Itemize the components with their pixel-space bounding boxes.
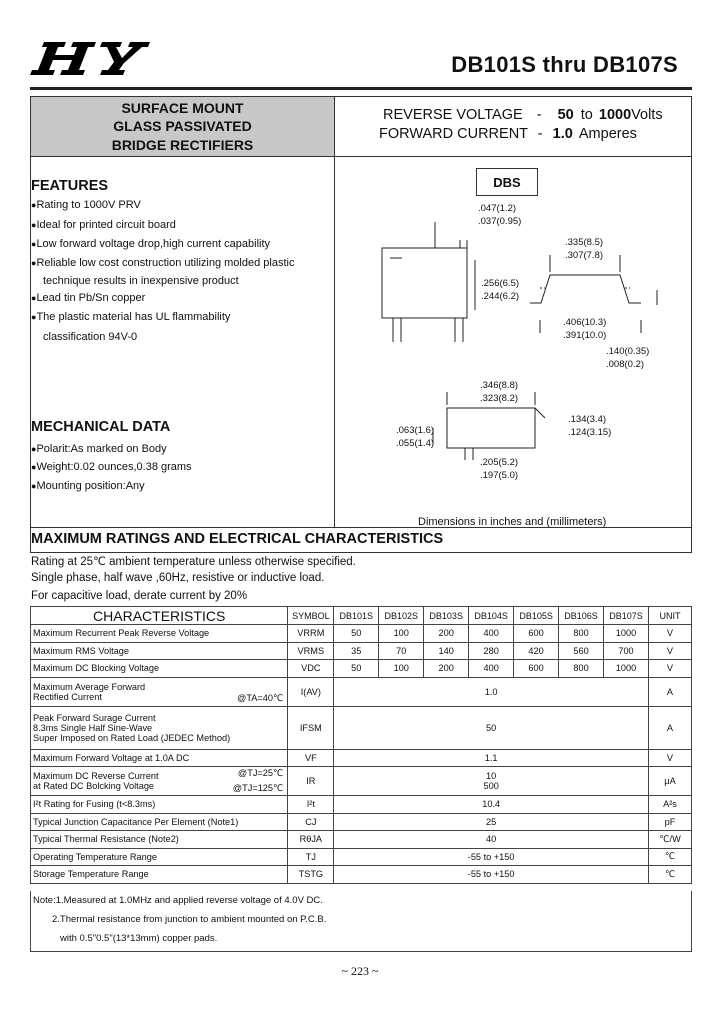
feature-item: ●Ideal for printed circuit board <box>31 219 176 231</box>
header-part: DB107S <box>604 607 649 625</box>
table-row: I²t Rating for Fusing (t<8.3ms) I²t 10.4 A²s <box>31 796 692 814</box>
dim-label: .256(6.5) <box>481 278 520 289</box>
max-ratings-title: MAXIMUM RATINGS AND ELECTRICAL CHARACTERISTICS <box>31 531 444 547</box>
dim-label: .055(1.4) <box>396 438 435 449</box>
table-row: Maximum DC Blocking Voltage VDC 50 100 200 400 600 800 1000 V <box>31 660 692 678</box>
dim-label: .244(6.2) <box>481 291 520 302</box>
fc-label: FORWARD CURRENT <box>379 126 528 142</box>
features-title: FEATURES <box>31 178 109 194</box>
rv-max: 1000 <box>598 107 632 123</box>
table-row: Operating Temperature Range TJ -55 to +150 ℃ <box>31 848 692 866</box>
product-description <box>31 97 335 157</box>
note-1: Note:1.Measured at 1.0MHz and applied reverse voltage of 4.0V DC. <box>33 895 323 906</box>
dim-label: .124(3.15) <box>568 427 612 438</box>
dim-label: .140(0.35) <box>606 346 650 357</box>
table-row: Storage Temperature Range TSTG -55 to +150 ℃ <box>31 866 692 884</box>
header-part: DB106S <box>559 607 604 625</box>
rating-note: Single phase, half wave ,60Hz, resistive or inductive load. <box>31 572 325 584</box>
dim-label: .008(0.2) <box>606 359 645 370</box>
table-notes <box>30 891 692 952</box>
table-row: Maximum DC Reverse Current at Rated DC Bolcking Voltage @TJ=25℃ @TJ=125℃ IR 10 500 μA <box>31 767 692 796</box>
fc-unit: Amperes <box>578 126 637 142</box>
table-header-row <box>31 607 692 625</box>
dim-label: .205(5.2) <box>480 457 519 468</box>
header-rule <box>30 87 692 90</box>
company-logo <box>30 38 160 78</box>
feature-item: technique results in inexpensive product <box>43 275 239 287</box>
table-row: Typical Junction Capacitance Per Element (Note1) CJ 25 pF <box>31 813 692 831</box>
part-range-title: DB101S thru DB107S <box>451 52 678 77</box>
mechanical-title: MECHANICAL DATA <box>31 419 171 435</box>
header-part: DB101S <box>334 607 379 625</box>
feature-item: classification 94V-0 <box>43 331 138 343</box>
feature-item: ●The plastic material has UL flammability <box>31 311 231 323</box>
header-part: DB102S <box>379 607 424 625</box>
table-row: Typical Thermal Resistance (Note2) RθJA 40 ℃/W <box>31 831 692 849</box>
reverse-voltage-line <box>383 106 663 125</box>
forward-current-line <box>379 125 637 144</box>
note-3: with 0.5"0.5"(13*13mm) copper pads. <box>60 933 218 944</box>
dimensions-caption: Dimensions in inches and (millimeters) <box>418 516 607 528</box>
table-row: Maximum Forward Voltage at 1.0A DC VF 1.1 V <box>31 749 692 767</box>
table-row: Maximum Recurrent Peak Reverse Voltage VRRM 50 100 200 400 600 800 1000 V <box>31 625 692 643</box>
description-line: GLASS PASSIVATED <box>113 118 252 135</box>
mechanical-item: ●Mounting position:Any <box>31 480 145 492</box>
header-part: DB105S <box>514 607 559 625</box>
fc-value: 1.0 <box>552 126 573 142</box>
feature-item: ●Low forward voltage drop,high current capability <box>31 238 271 250</box>
table-row: Maximum Average Forward Rectified Current @TA=40℃ I(AV) 1.0 A <box>31 677 692 706</box>
feature-item: ●Rating to 1000V PRV <box>31 199 141 211</box>
rv-min: 50 <box>557 107 574 123</box>
dim-label: .346(8.8) <box>480 380 519 391</box>
dim-label: .063(1.6) <box>396 425 435 436</box>
header-characteristics: CHARACTERISTICS <box>31 607 288 625</box>
header-part: DB104S <box>469 607 514 625</box>
rv-to: to <box>580 107 593 123</box>
rating-note: Rating at 25℃ ambient temperature unless otherwise specified. <box>31 556 356 568</box>
fc-dash: - <box>537 126 543 142</box>
mechanical-item: ●Weight:0.02 ounces,0.38 grams <box>31 461 192 473</box>
table-row: Maximum RMS Voltage VRMS 35 70 140 280 420 560 700 V <box>31 642 692 660</box>
rv-unit: Volts <box>631 107 663 123</box>
ratings-summary <box>335 97 691 157</box>
mechanical-item: ●Polarit:As marked on Body <box>31 443 167 455</box>
dim-label: .134(3.4) <box>568 414 607 425</box>
header-part: DB103S <box>424 607 469 625</box>
dim-label: .323(8.2) <box>480 393 519 404</box>
table-row: Peak Forward Surage Current 8.3ms Single Half Sine-Wave Super Imposed on Rated Load (JEDEC Method) IFSM 50 A <box>31 706 692 749</box>
rv-dash: - <box>536 107 542 123</box>
feature-item: ●Lead tin Pb/Sn copper <box>31 292 146 304</box>
dim-label: .047(1.2) <box>478 203 517 214</box>
note-2: 2.Thermal resistance from junction to ambient mounted on P.C.B. <box>52 914 327 925</box>
dim-label: .406(10.3) <box>563 317 607 328</box>
header-symbol: SYMBOL <box>288 607 334 625</box>
dim-label: .307(7.8) <box>565 250 604 261</box>
description-line: SURFACE MOUNT <box>121 99 244 116</box>
package-name: DBS <box>476 168 538 196</box>
dim-label: .391(10.0) <box>563 330 607 341</box>
dim-label: .037(0.95) <box>478 216 522 227</box>
dim-label: .335(8.5) <box>565 237 604 248</box>
rating-note: For capacitive load, derate current by 20% <box>31 590 248 602</box>
header-unit: UNIT <box>648 607 691 625</box>
rv-label: REVERSE VOLTAGE <box>383 107 523 123</box>
description-line: BRIDGE RECTIFIERS <box>111 136 254 153</box>
feature-item: ●Reliable low cost construction utilizing molded plastic <box>31 257 295 269</box>
page-number: ~ 223 ~ <box>341 964 379 978</box>
dim-label: .197(5.0) <box>480 470 519 481</box>
characteristics-table <box>30 606 692 884</box>
